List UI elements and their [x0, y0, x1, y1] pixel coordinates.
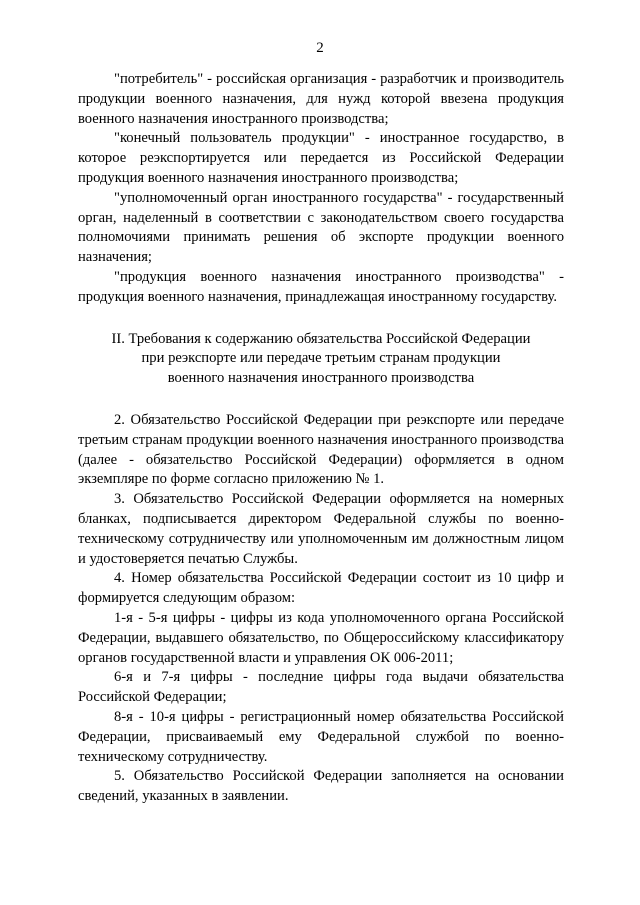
section-heading-line-1: II. Требования к содержанию обязательства Российской Федерации	[111, 330, 531, 347]
definition-foreign-military-products: "продукция военного назначения иностранного производства" - продукция военного назначения, принадлежащая иностранному государству.	[78, 268, 564, 305]
section-heading	[78, 330, 564, 389]
definition-end-user: "конечный пользователь продукции" - иностранное государство, в которое реэкспортируется или передается из Российской Федерации продукция военного назначения иностранного производства;	[78, 130, 564, 186]
clause-4: 4. Номер обязательства Российской Федерации состоит из 10 цифр и формируется следующим образом:	[78, 570, 564, 607]
section-heading-line-2: при реэкспорте или передаче третьим странам продукции	[141, 350, 501, 367]
section-heading-line-3: военного назначения иностранного производства	[167, 370, 475, 387]
clause-5: 5. Обязательство Российской Федерации заполняется на основании сведений, указанных в заявлении.	[78, 768, 564, 805]
clause-4-digits-6-7: 6-я и 7-я цифры - последние цифры года выдачи обязательства Российской Федерации;	[78, 669, 564, 706]
definition-authorized-body: "уполномоченный орган иностранного государства" - государственный орган, наделенный в соответствии с законодательством своего государства полномочиями принимать решения об экспорте продукции военного назначения;	[78, 189, 564, 266]
clause-2: 2. Обязательство Российской Федерации при реэкспорте или передаче третьим странам продукции военного назначения иностранного производства (далее - обязательство Российской Федерации) оформляется в одном экземпляре по форме согласно приложению № 1.	[78, 411, 564, 488]
clause-4-digits-8-10: 8-я - 10-я цифры - регистрационный номер обязательства Российской Федерации, присваиваемый ему Федеральной службой по военно-техническому сотрудничеству.	[78, 708, 564, 765]
definition-consumer: "потребитель" - российская организация - разработчик и производитель продукции военного назначения, для нужд которой ввезена продукция военного назначения иностранного производства;	[78, 71, 564, 127]
clause-3: 3. Обязательство Российской Федерации оформляется на номерных бланках, подписывается директором Федеральной службы по военно-техническому сотрудничеству или уполномоченным им должностным лицом и удостоверяется печатью Службы.	[78, 491, 564, 567]
clause-4-digits-1-5: 1-я - 5-я цифры - цифры из кода уполномоченного органа Российской Федерации, выдавшего обязательство, по Общероссийскому классификатору органов государственной власти и управления ОК 006-2011;	[78, 609, 564, 666]
document-body	[78, 70, 564, 807]
page-number: 2	[316, 40, 324, 56]
